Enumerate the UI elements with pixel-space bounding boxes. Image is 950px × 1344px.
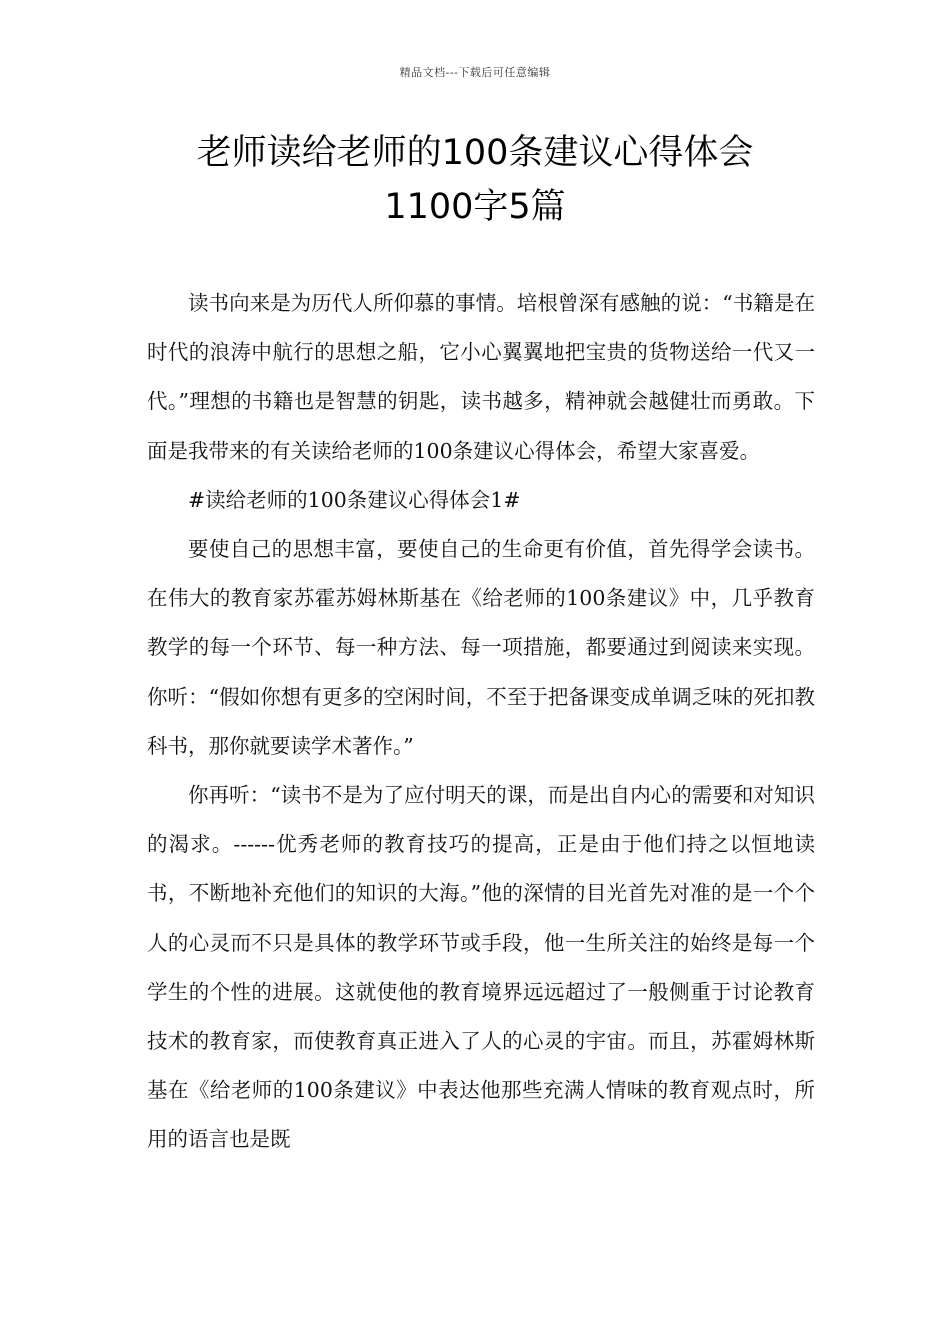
document-title bbox=[60, 126, 890, 234]
title-line-1: 老师读给老师的100条建议心得体会 bbox=[196, 133, 754, 173]
section-heading: #读给老师的100条建议心得体会1# bbox=[188, 487, 521, 512]
title-line-2: 1100字5篇 bbox=[384, 187, 566, 227]
paragraph-intro: 读书向来是为历代人所仰慕的事情。培根曾深有感触的说：“书籍是在时代的浪涛中航行的思想之船，它小心翼翼地把宝贵的货物送给一代又一代。”理想的书籍也是智慧的钥匙，读书越多，精神就会越健壮而勇敢。下面是我带来的有关读给老师的100条建议心得体会，希望大家喜爱。 bbox=[147, 291, 815, 463]
paragraph: 你再听：“读书不是为了应付明天的课，而是出自内心的需要和对知识的渴求。------优秀老师的教育技巧的提高，正是由于他们持之以恒地读书，不断地补充他们的知识的大海。”他的深情的目光首先对准的是一个个人的心灵而不只是具体的教学环节或手段，他一生所关注的始终是每一个学生的个性的进展。这就使他的教育境界远远超过了一般侧重于讨论教育技术的教育家，而使教育真正进入了人的心灵的宇宙。而且，苏霍姆林斯基在《给老师的100条建议》中表达他那些充满人情味的教育观点时，所用的语言也是既 bbox=[147, 783, 815, 1152]
document-body bbox=[147, 279, 815, 1165]
paragraph: 要使自己的思想丰富，要使自己的生命更有价值，首先得学会读书。在伟大的教育家苏霍苏姆林斯基在《给老师的100条建议》中，几乎教育教学的每一个环节、每一种方法、每一项措施，都要通过到阅读来实现。你听：“假如你想有更多的空闲时间，不至于把备课变成单调乏味的死扣教科书，那你就要读学术著作。” bbox=[147, 537, 815, 758]
header-note: 精品文档---下载后可任意编辑 bbox=[399, 66, 551, 79]
